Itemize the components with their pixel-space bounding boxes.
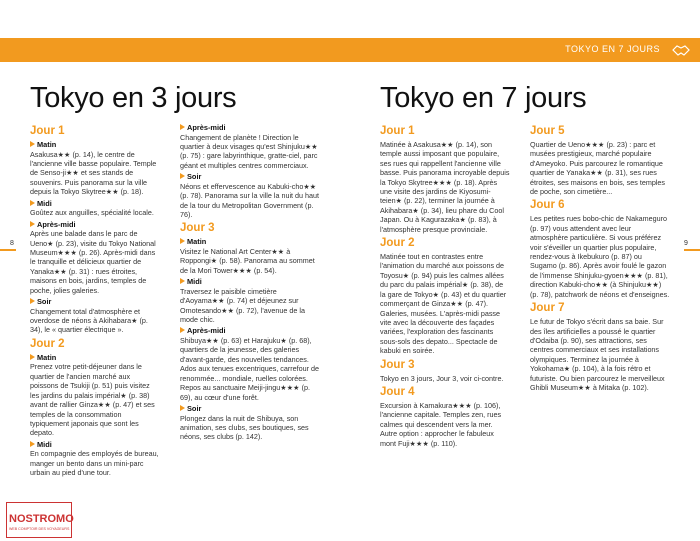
time-heading [180,404,320,414]
left-column-1 [30,122,160,480]
page-number-right: 9 [684,240,688,247]
header-bar [0,38,700,62]
day-heading: Jour 1 [380,125,415,137]
itinerary-paragraph: Changement total d'atmosphère et overdose de néons à Akihabara★ (p. 34), le « quartier électrique ». [30,306,148,335]
triangle-bullet-icon [180,124,185,130]
itinerary-paragraph: Prenez votre petit-déjeuner dans le quartier de l'ancien marché aux poissons de Tsukiji (p. 51) puis visitez les jardins du palais impérial★ (p. 38) avant de rallier Ginza★★ (p. 47) et ses temples de la consommation typiquement japonais que sont les depato. [30,362,155,438]
triangle-bullet-icon [180,238,185,244]
time-heading-label: Soir [187,172,202,182]
itinerary-paragraph: Matinée tout en contrastes entre l'animation du marché aux poissons de Toyosu★ (p. 94) puis les calmes allées du parc du palais impérial★ (p. 38), de la gare de Tokyo★ (p. 43) et du quartier commerçant de Ginza★★ (p. 47). Galeries, musées. L'après-midi passe vite avec la découverte des façades variées, l'exploration des fascinants sous-sols des depato... Spectacle de kabuki en soirée. [380,252,507,356]
watermark-tagline: WEB COMPTOIR DES VOYAGEURS [9,527,70,531]
day-heading: Jour 2 [380,237,415,250]
time-heading [30,220,160,230]
time-heading-label: Après-midi [37,219,76,229]
itinerary-paragraph: En compagnie des employés de bureau, manger un bento dans un mini-parc urbain au pied d'une tour. [30,449,159,478]
itinerary-paragraph: Néons et effervescence au Kabuki-cho★★ (p. 78). Panorama sur la ville la nuit du haut de la tour du Metropolitan Government (p. 76). [180,181,320,220]
handshake-icon [672,42,690,58]
day-heading: Jour 2 [30,337,65,350]
itinerary-paragraph: Visitez le National Art Center★★ à Roppongi★ (p. 58). Panorama au sommet de la Mori Tower★★★ (p. 54). [180,247,315,275]
right-column-2 [530,122,670,394]
itinerary-paragraph: Plongez dans la nuit de Shibuya, son animation, ses clubs, ses boutiques, ses néons, ses clubs (p. 142). [180,413,309,442]
time-heading-label: Matin [187,237,207,247]
triangle-bullet-icon [30,441,35,447]
page-marker-right [684,249,700,251]
time-heading [30,297,160,307]
time-heading [180,237,320,247]
page-number-left: 8 [10,240,14,247]
itinerary-paragraph: Excursion à Kamakura★★★ (p. 106), l'ancienne capitale. Temples zen, rues calmes qui descendent vers la mer. Autre option : approcher le fabuleux mont Fuji★★★ (p. 110). [380,400,502,448]
itinerary-paragraph: Changement de planète ! Direction le quartier à deux visages qu'est Shinjuku★★ (p. 75) : gare labyrinthique, gratte-ciel, parc géant et multiples centres commerciaux. [180,132,318,170]
time-heading-label: Soir [37,297,52,307]
day-heading: Jour 3 [380,358,415,371]
time-heading-label: Soir [187,403,202,413]
itinerary-paragraph: Tokyo en 3 jours, Jour 3, voir ci-contre. [380,373,504,383]
watermark-logo [6,502,72,538]
time-heading-label: Après-midi [187,326,226,336]
left-column-2 [180,122,320,444]
triangle-bullet-icon [30,221,35,227]
time-heading [30,353,160,363]
right-page-title: Tokyo en 7 jours [380,82,587,114]
triangle-bullet-icon [180,405,185,411]
day-heading: Jour 5 [530,125,565,137]
time-heading-label: Midi [37,198,52,208]
time-heading [180,123,320,133]
triangle-bullet-icon [180,173,185,179]
time-heading-label: Matin [37,352,57,362]
day-heading: Jour 6 [530,199,565,212]
itinerary-paragraph: Après une balade dans le parc de Ueno★ (p. 23), visite du Tokyo National Museum★★★ (p. 26). Après-midi dans le tranquille et délicieux quartier de Yanaka★★ (p. 31) : rues étroites, maisons en bois, jardins, temples de poche, jolies galeries. [30,229,156,295]
time-heading [180,326,320,336]
itinerary-paragraph: Goûtez aux anguilles, spécialité locale. [30,208,154,218]
day-heading: Jour 1 [30,125,65,137]
time-heading [30,440,160,450]
time-heading-label: Midi [37,439,52,449]
itinerary-paragraph: Matinée à Asakusa★★ (p. 14), son temple aussi imposant que populaire, ses rues qui rappellent l'ancienne ville basse. Puis panorama incroyable depuis la Tokyo Skytree★★★ (p. 18). Après une visite des jardins de Kiyosumi-teien★ (p. 22), terminer la journée à Akihabara★ (p. 34), lieu phare du Cool Japan. Ou à Kagurazaka★ (p. 83), à l'atmosphère presque provinciale. [380,140,510,234]
time-heading-label: Matin [37,140,57,149]
day-heading: Jour 4 [380,385,415,398]
day-heading: Jour 3 [180,222,215,235]
time-heading-label: Midi [187,277,202,287]
triangle-bullet-icon [180,278,185,284]
time-heading-label: Après-midi [187,123,226,132]
triangle-bullet-icon [30,200,35,206]
triangle-bullet-icon [30,141,35,147]
itinerary-paragraph: Quartier de Ueno★★★ (p. 23) : parc et musées prestigieux, marché populaire d'Ameyoko. Puis parcourez le romantique quartier de Yanaka★★ (p. 31), ses rues étroites, ses maisons en bois, ses temples de poche, son cimetière... [530,140,666,197]
left-page-title: Tokyo en 3 jours [30,82,237,114]
watermark-brand: NOSTROMO [9,513,74,525]
running-header-title: TOKYO EN 7 JOURS [565,44,660,54]
time-heading [30,140,160,150]
time-heading [180,172,320,182]
itinerary-paragraph: Traversez le paisible cimetière d'Aoyama★★ (p. 74) et déjeunez sur Omotesando★★ (p. 72), l'avenue de la mode chic. [180,286,305,325]
time-heading [180,277,320,287]
itinerary-paragraph: Les petites rues bobo-chic de Nakameguro (p. 97) vous attendent avec leur atmosphère particulière. Si vous préférez voir s'éveiller un quartier plus populaire, rendez-vous à Ikebukuro (p. 87) ou Sugamo (p. 86). Après avoir foulé le gazon de l'immense Shinjuku-gyoen★★★ (p. 81), direction Kabuki-cho★★ (à Shinjuku★★) (p. 78), patchwork de néons et d'enseignes. [530,214,670,299]
itinerary-paragraph: Asakusa★★ (p. 14), le centre de l'ancienne ville basse populaire. Temple de Senso-ji★★ et ses stands de souvenirs. Puis panorama sur la ville depuis la Tokyo Skytree★★ (p. 18). [30,149,157,197]
triangle-bullet-icon [180,327,185,333]
right-column-1 [380,122,510,450]
time-heading [30,199,160,209]
itinerary-paragraph: Shibuya★★ (p. 63) et Harajuku★ (p. 68), quartiers de la jeunesse, des galeries d'avant-garde, des nouvelles tendances. Ados aux tenues excentriques, carrefour de renommée... mondiale, ruelles colorées. Repos au sanctuaire Meiji-jingu★★★ (p. 69), au cœur d'une forêt. [180,336,320,402]
page-marker-left [0,249,16,251]
day-heading: Jour 7 [530,302,565,315]
itinerary-paragraph: Le futur de Tokyo s'écrit dans sa baie. Sur des îles artificielles a poussé le quartier d'Odaiba (p. 90), ses attractions, ses centres commerciaux et ses installations olympiques. Terminez la journée à Yokohama★ (p. 104), à la fois rétro et futuriste. Ou bien parcourez le merveilleux Ghibli Museum★★ à Mitaka (p. 102). [530,317,665,392]
triangle-bullet-icon [30,354,35,360]
triangle-bullet-icon [30,298,35,304]
